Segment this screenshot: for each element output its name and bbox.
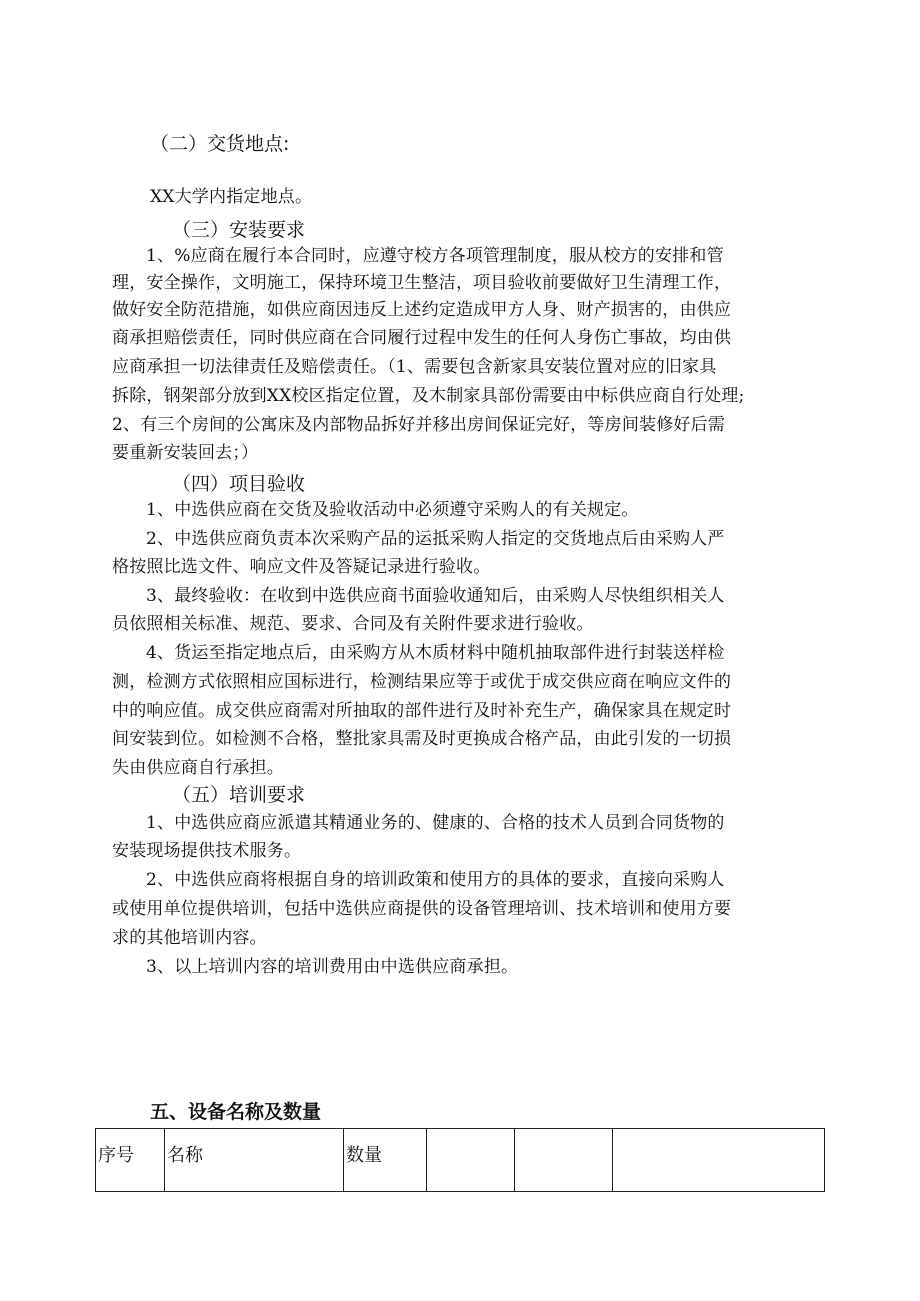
install-line: 做好安全防范措施，如供应商因违反上述约定造成甲方人身、财产损害的，由供应 bbox=[112, 300, 732, 320]
training-line: 求的其他培训内容。 bbox=[112, 928, 267, 948]
header-cell-empty bbox=[613, 1129, 825, 1192]
acceptance-line: 间安装到位。如检测不合格，整批家具需及时更换成合格产品，由此引发的一切损 bbox=[112, 729, 732, 749]
install-heading: （三）安装要求 bbox=[172, 219, 306, 241]
training-line: 1、中选供应商应派遣其精通业务的、健康的、合格的技术人员到合同货物的 bbox=[146, 813, 725, 833]
acceptance-heading: （四）项目验收 bbox=[172, 473, 306, 495]
acceptance-line: 格按照比选文件、响应文件及答疑记录进行验收。 bbox=[112, 557, 491, 577]
header-cell-index: 序号 bbox=[96, 1129, 165, 1192]
acceptance-line: 3、最终验收：在收到中选供应商书面验收通知后，由采购人尽快组织相关人 bbox=[146, 586, 725, 606]
training-line: 2、中选供应商将根据自身的培训政策和使用方的具体的要求，直接向采购人 bbox=[146, 870, 725, 890]
equipment-heading: 五、设备名称及数量 bbox=[150, 1101, 322, 1123]
header-cell-empty bbox=[515, 1129, 613, 1192]
equipment-table bbox=[95, 1128, 825, 1192]
delivery-text: XX大学内指定地点。 bbox=[150, 187, 313, 207]
header-cell-empty bbox=[427, 1129, 515, 1192]
install-line: 要重新安装回去；） bbox=[112, 443, 259, 463]
acceptance-line: 2、中选供应商负责本次采购产品的运抵采购人指定的交货地点后由采购人严 bbox=[146, 529, 725, 549]
install-line: 商承担赔偿责任，同时供应商在合同履行过程中发生的任何人身伤亡事故，均由供 bbox=[112, 328, 732, 348]
acceptance-line: 失由供应商自行承担。 bbox=[112, 758, 284, 778]
install-line: 应商承担一切法律责任及赔偿责任。（1、需要包含新家具安装位置对应的旧家具 bbox=[112, 357, 717, 377]
delivery-heading: （二）交货地点: bbox=[150, 133, 290, 155]
header-cell-quantity: 数量 bbox=[344, 1129, 427, 1192]
acceptance-line: 1、中选供应商在交货及验收活动中必须遵守采购人的有关规定。 bbox=[146, 500, 639, 520]
table-header-row bbox=[96, 1129, 825, 1192]
training-line: 安装现场提供技术服务。 bbox=[112, 841, 302, 861]
header-cell-name: 名称 bbox=[165, 1129, 344, 1192]
training-heading: （五）培训要求 bbox=[172, 784, 306, 806]
install-line: 理，安全操作，文明施工，保持环境卫生整洁，项目验收前要做好卫生清理工作， bbox=[112, 273, 732, 293]
acceptance-line: 测，检测方式依照相应国标进行，检测结果应等于或优于成交供应商在响应文件的 bbox=[112, 672, 732, 692]
acceptance-line: 中的响应值。成交供应商需对所抽取的部件进行及时补充生产，确保家具在规定时 bbox=[112, 701, 732, 721]
acceptance-line: 4、货运至指定地点后，由采购方从木质材料中随机抽取部件进行封装送样检 bbox=[146, 643, 725, 663]
install-line: 1、%应商在履行本合同时，应遵守校方各项管理制度，服从校方的安排和管 bbox=[146, 246, 724, 266]
install-line: 2、有三个房间的公寓床及内部物品拆好并移出房间保证完好，等房间装修好后需 bbox=[112, 415, 726, 435]
install-line: 拆除，钢架部分放到XX校区指定位置，及木制家具部份需要由中标供应商自行处理; bbox=[112, 386, 745, 406]
training-line: 3、以上培训内容的培训费用由中选供应商承担。 bbox=[146, 957, 519, 977]
training-line: 或使用单位提供培训，包括中选供应商提供的设备管理培训、技术培训和使用方要 bbox=[112, 899, 732, 919]
acceptance-line: 员依照相关标准、规范、要求、合同及有关附件要求进行验收。 bbox=[112, 614, 594, 634]
